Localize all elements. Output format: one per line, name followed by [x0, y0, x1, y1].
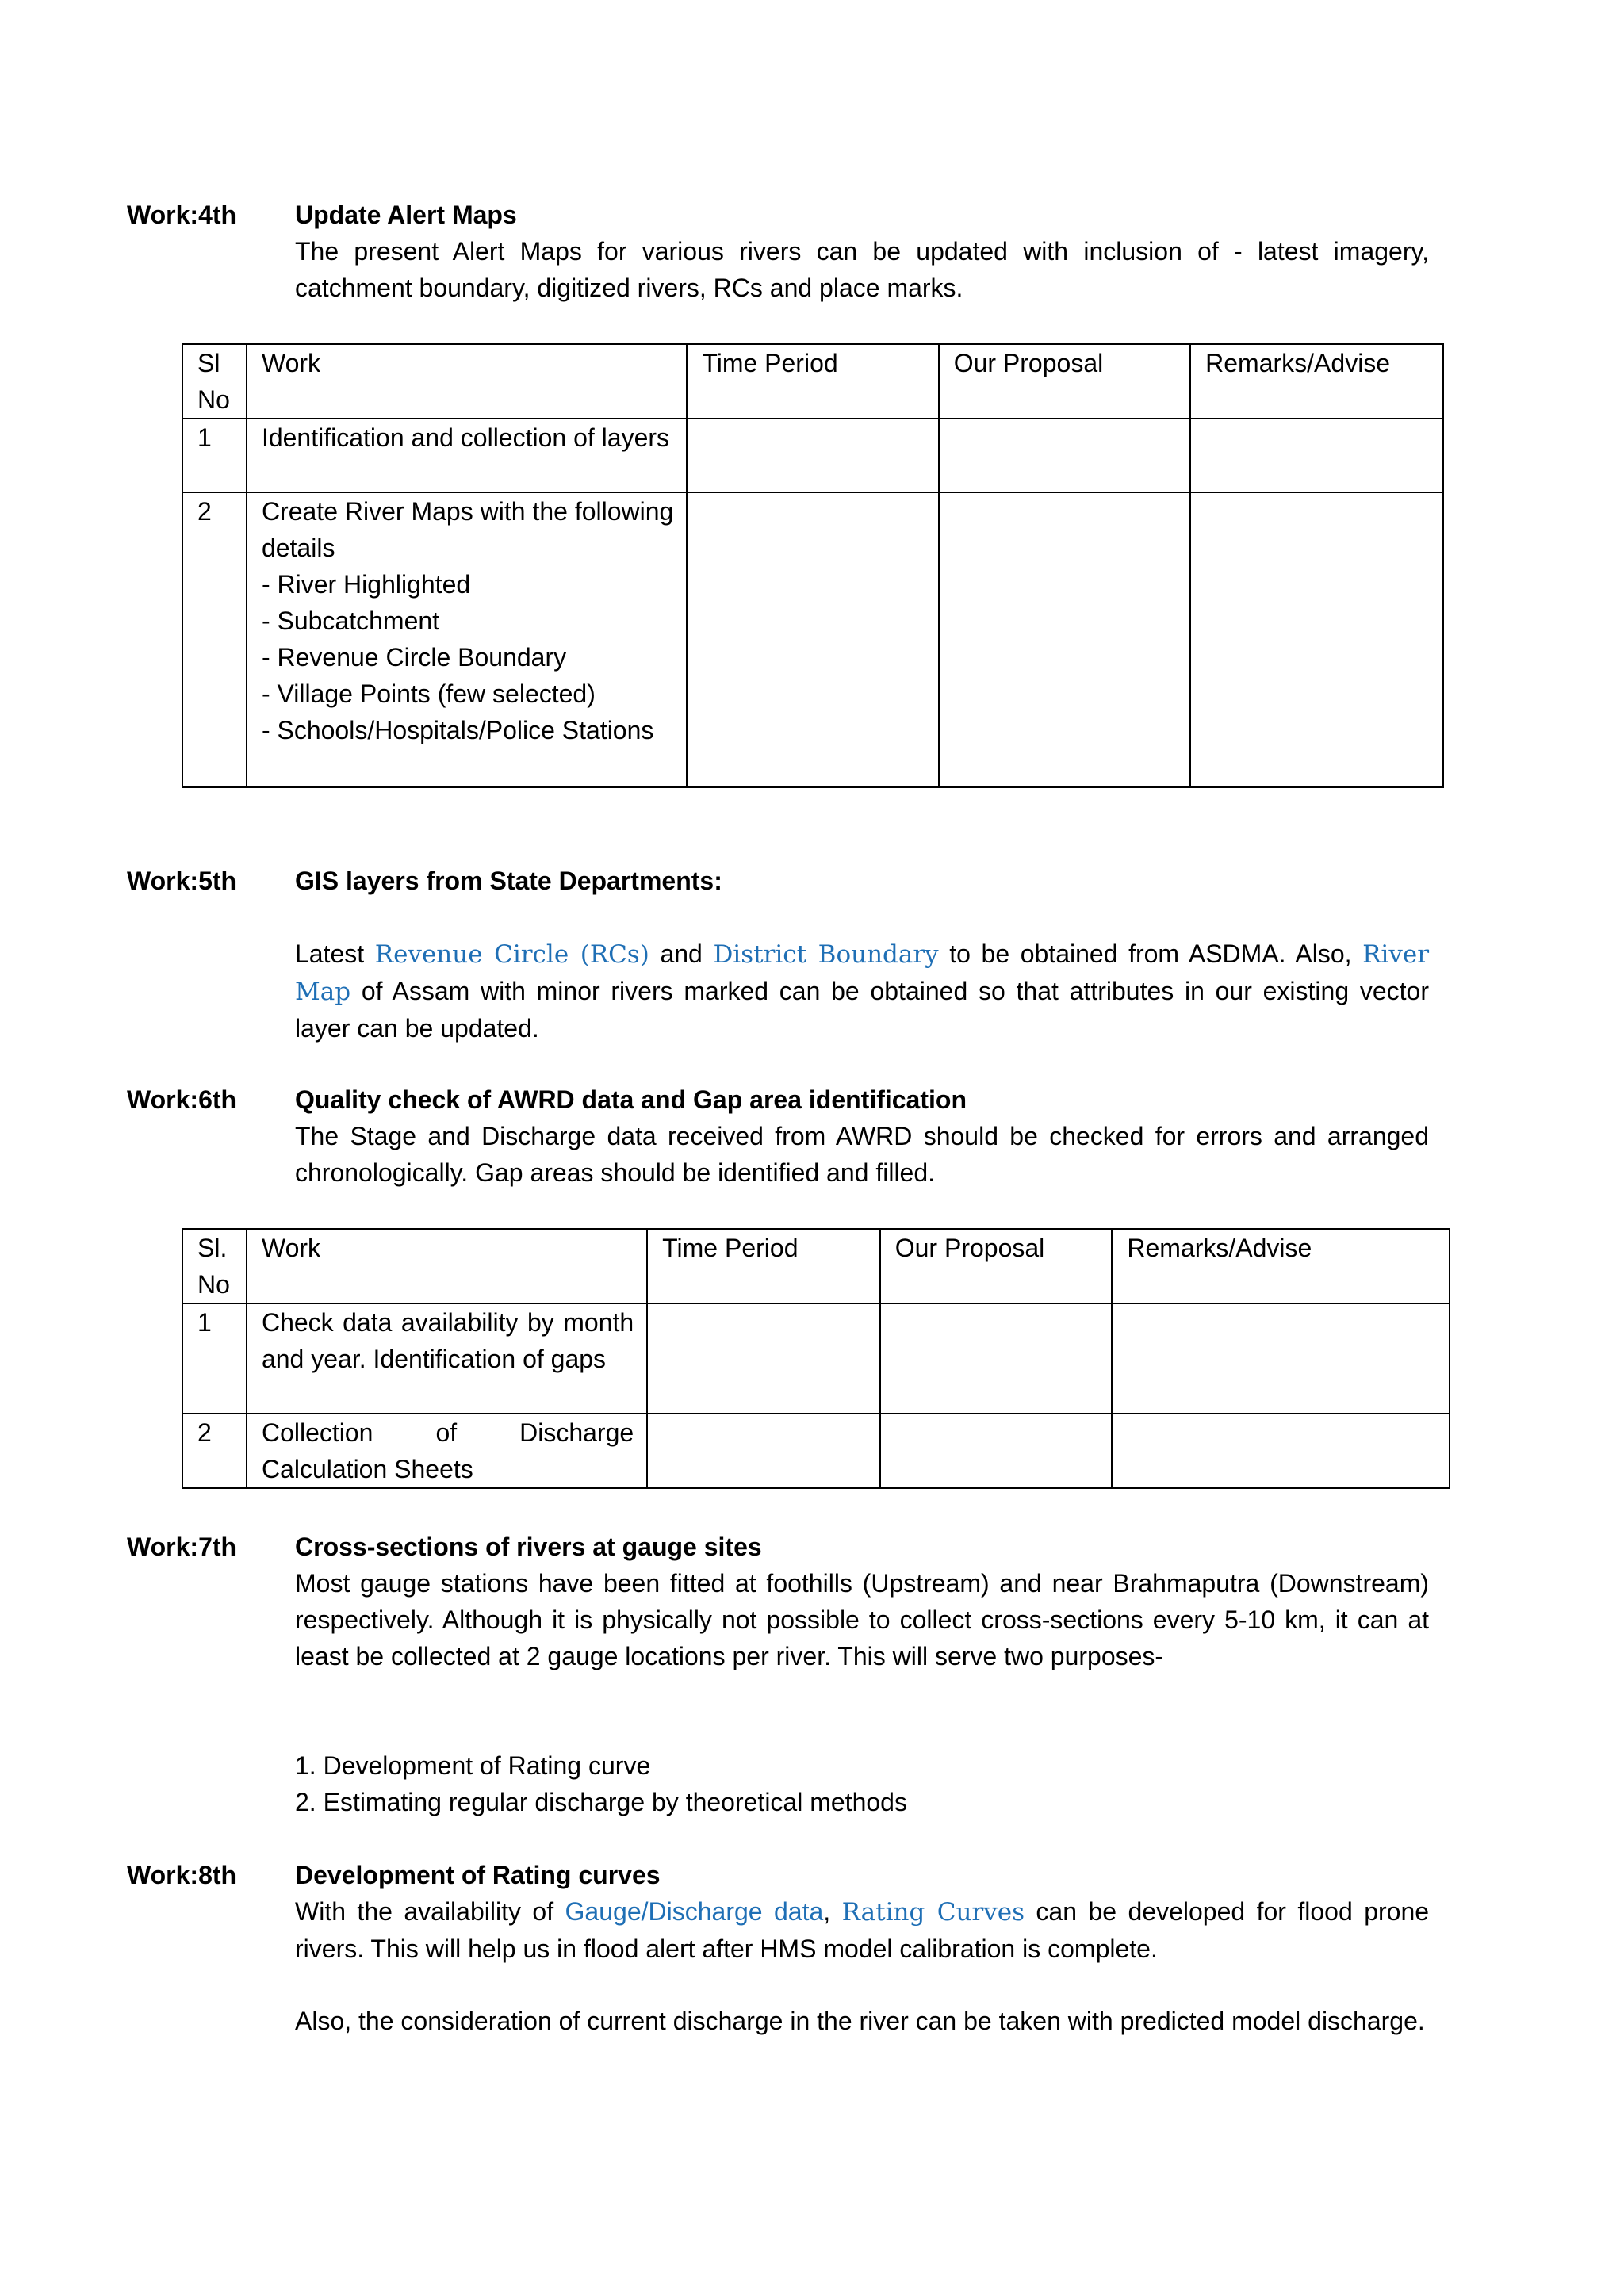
header-sl: Sl. No — [182, 1229, 247, 1303]
link-river-map: River Map — [295, 940, 1430, 1006]
header-time-period: Time Period — [647, 1229, 880, 1303]
work-line: - Village Points (few selected) — [261, 679, 596, 708]
work8-title: Development of Rating curves — [295, 1861, 661, 1889]
work8-body-2: Also, the consideration of current discharge in the river can be taken with predicted model discharge. — [295, 2007, 1425, 2035]
row-sl: 2 — [182, 492, 247, 787]
work-line: - Revenue Circle Boundary — [261, 643, 567, 672]
row-our-proposal — [939, 419, 1190, 492]
row-work — [247, 492, 687, 787]
table-header-row — [182, 1229, 1450, 1303]
row-time-period — [687, 492, 938, 787]
row-work: Identification and collection of layers — [247, 419, 687, 492]
work4-title: Update Alert Maps — [295, 201, 517, 229]
table-row — [182, 419, 1443, 492]
work7-label: Work:7th — [127, 1533, 237, 1561]
link-rating-curves: Rating Curves — [841, 1898, 1025, 1927]
row-our-proposal — [880, 1414, 1113, 1488]
row-remarks — [1112, 1414, 1450, 1488]
row-sl: 2 — [182, 1414, 247, 1488]
work6-body: The Stage and Discharge data received from AWRD should be checked for errors and arranged chronologically. Gap areas should be identified and filled. — [295, 1122, 1429, 1187]
row-time-period — [647, 1303, 880, 1414]
row-time-period — [647, 1414, 880, 1488]
work4-label: Work:4th — [127, 201, 237, 229]
table-header-row — [182, 344, 1443, 419]
header-work: Work — [247, 1229, 647, 1303]
row-remarks — [1190, 492, 1443, 787]
link-district-boundary: District Boundary — [713, 940, 939, 969]
work7-purposes-list — [295, 1747, 907, 1820]
link-revenue-circle: Revenue Circle (RCs) — [374, 940, 649, 969]
row-our-proposal — [880, 1303, 1113, 1414]
work6-table — [182, 1228, 1450, 1489]
row-remarks — [1190, 419, 1443, 492]
work5-label: Work:5th — [127, 867, 237, 895]
row-work: Check data availability by month and year. Identification of gaps — [247, 1303, 647, 1414]
work5-title: GIS layers from State Departments: — [295, 867, 722, 895]
header-remarks: Remarks/Advise — [1112, 1229, 1450, 1303]
work8-label: Work:8th — [127, 1861, 237, 1889]
row-time-period — [687, 419, 938, 492]
work-line: - River Highlighted — [261, 570, 471, 599]
header-time-period: Time Period — [687, 344, 938, 419]
work4-table — [182, 343, 1444, 788]
table-row — [182, 1414, 1450, 1488]
list-item: 1. Development of Rating curve — [295, 1751, 651, 1780]
work4-body: The present Alert Maps for various rivers can be updated with inclusion of - latest imagery, catchment boundary, digitized rivers, RCs and place marks. — [295, 237, 1429, 302]
work7-body: Most gauge stations have been fitted at foothills (Upstream) and near Brahmaputra (Downstream) respectively. Although it is physically not possible to collect cross-sections every 5-10 km, it can at least be collected at 2 gauge locations per river. This will serve two purposes- — [295, 1569, 1429, 1670]
table-row — [182, 492, 1443, 787]
list-item: 2. Estimating regular discharge by theoretical methods — [295, 1788, 907, 1816]
header-remarks: Remarks/Advise — [1190, 344, 1443, 419]
header-our-proposal: Our Proposal — [939, 344, 1190, 419]
work6-title: Quality check of AWRD data and Gap area identification — [295, 1085, 967, 1114]
header-our-proposal: Our Proposal — [880, 1229, 1113, 1303]
work-line: Create River Maps with the following details — [261, 497, 674, 562]
work7-title: Cross-sections of rivers at gauge sites — [295, 1533, 762, 1561]
link-gauge-discharge-data: Gauge/Discharge data — [565, 1897, 824, 1926]
work-line: - Subcatchment — [261, 607, 440, 635]
row-work: Collection of Discharge Calculation Sheets — [247, 1414, 647, 1488]
row-our-proposal — [939, 492, 1190, 787]
work8-body: With the availability of Gauge/Discharge data, Rating Curves can be developed for flood prone rivers. This will help us in flood alert after HMS model calibration is complete. — [295, 1897, 1430, 1963]
header-work: Work — [247, 344, 687, 419]
row-remarks — [1112, 1303, 1450, 1414]
work-line: - Schools/Hospitals/Police Stations — [261, 716, 654, 744]
header-sl: Sl No — [182, 344, 247, 419]
row-sl: 1 — [182, 419, 247, 492]
work5-body: Latest Revenue Circle (RCs) and District Boundary to be obtained from ASDMA. Also, River Map of Assam with minor rivers marked can be obtained so that attributes in our existing vector layer can be updated. — [295, 939, 1430, 1043]
table-row — [182, 1303, 1450, 1414]
row-sl: 1 — [182, 1303, 247, 1414]
work6-label: Work:6th — [127, 1085, 237, 1114]
